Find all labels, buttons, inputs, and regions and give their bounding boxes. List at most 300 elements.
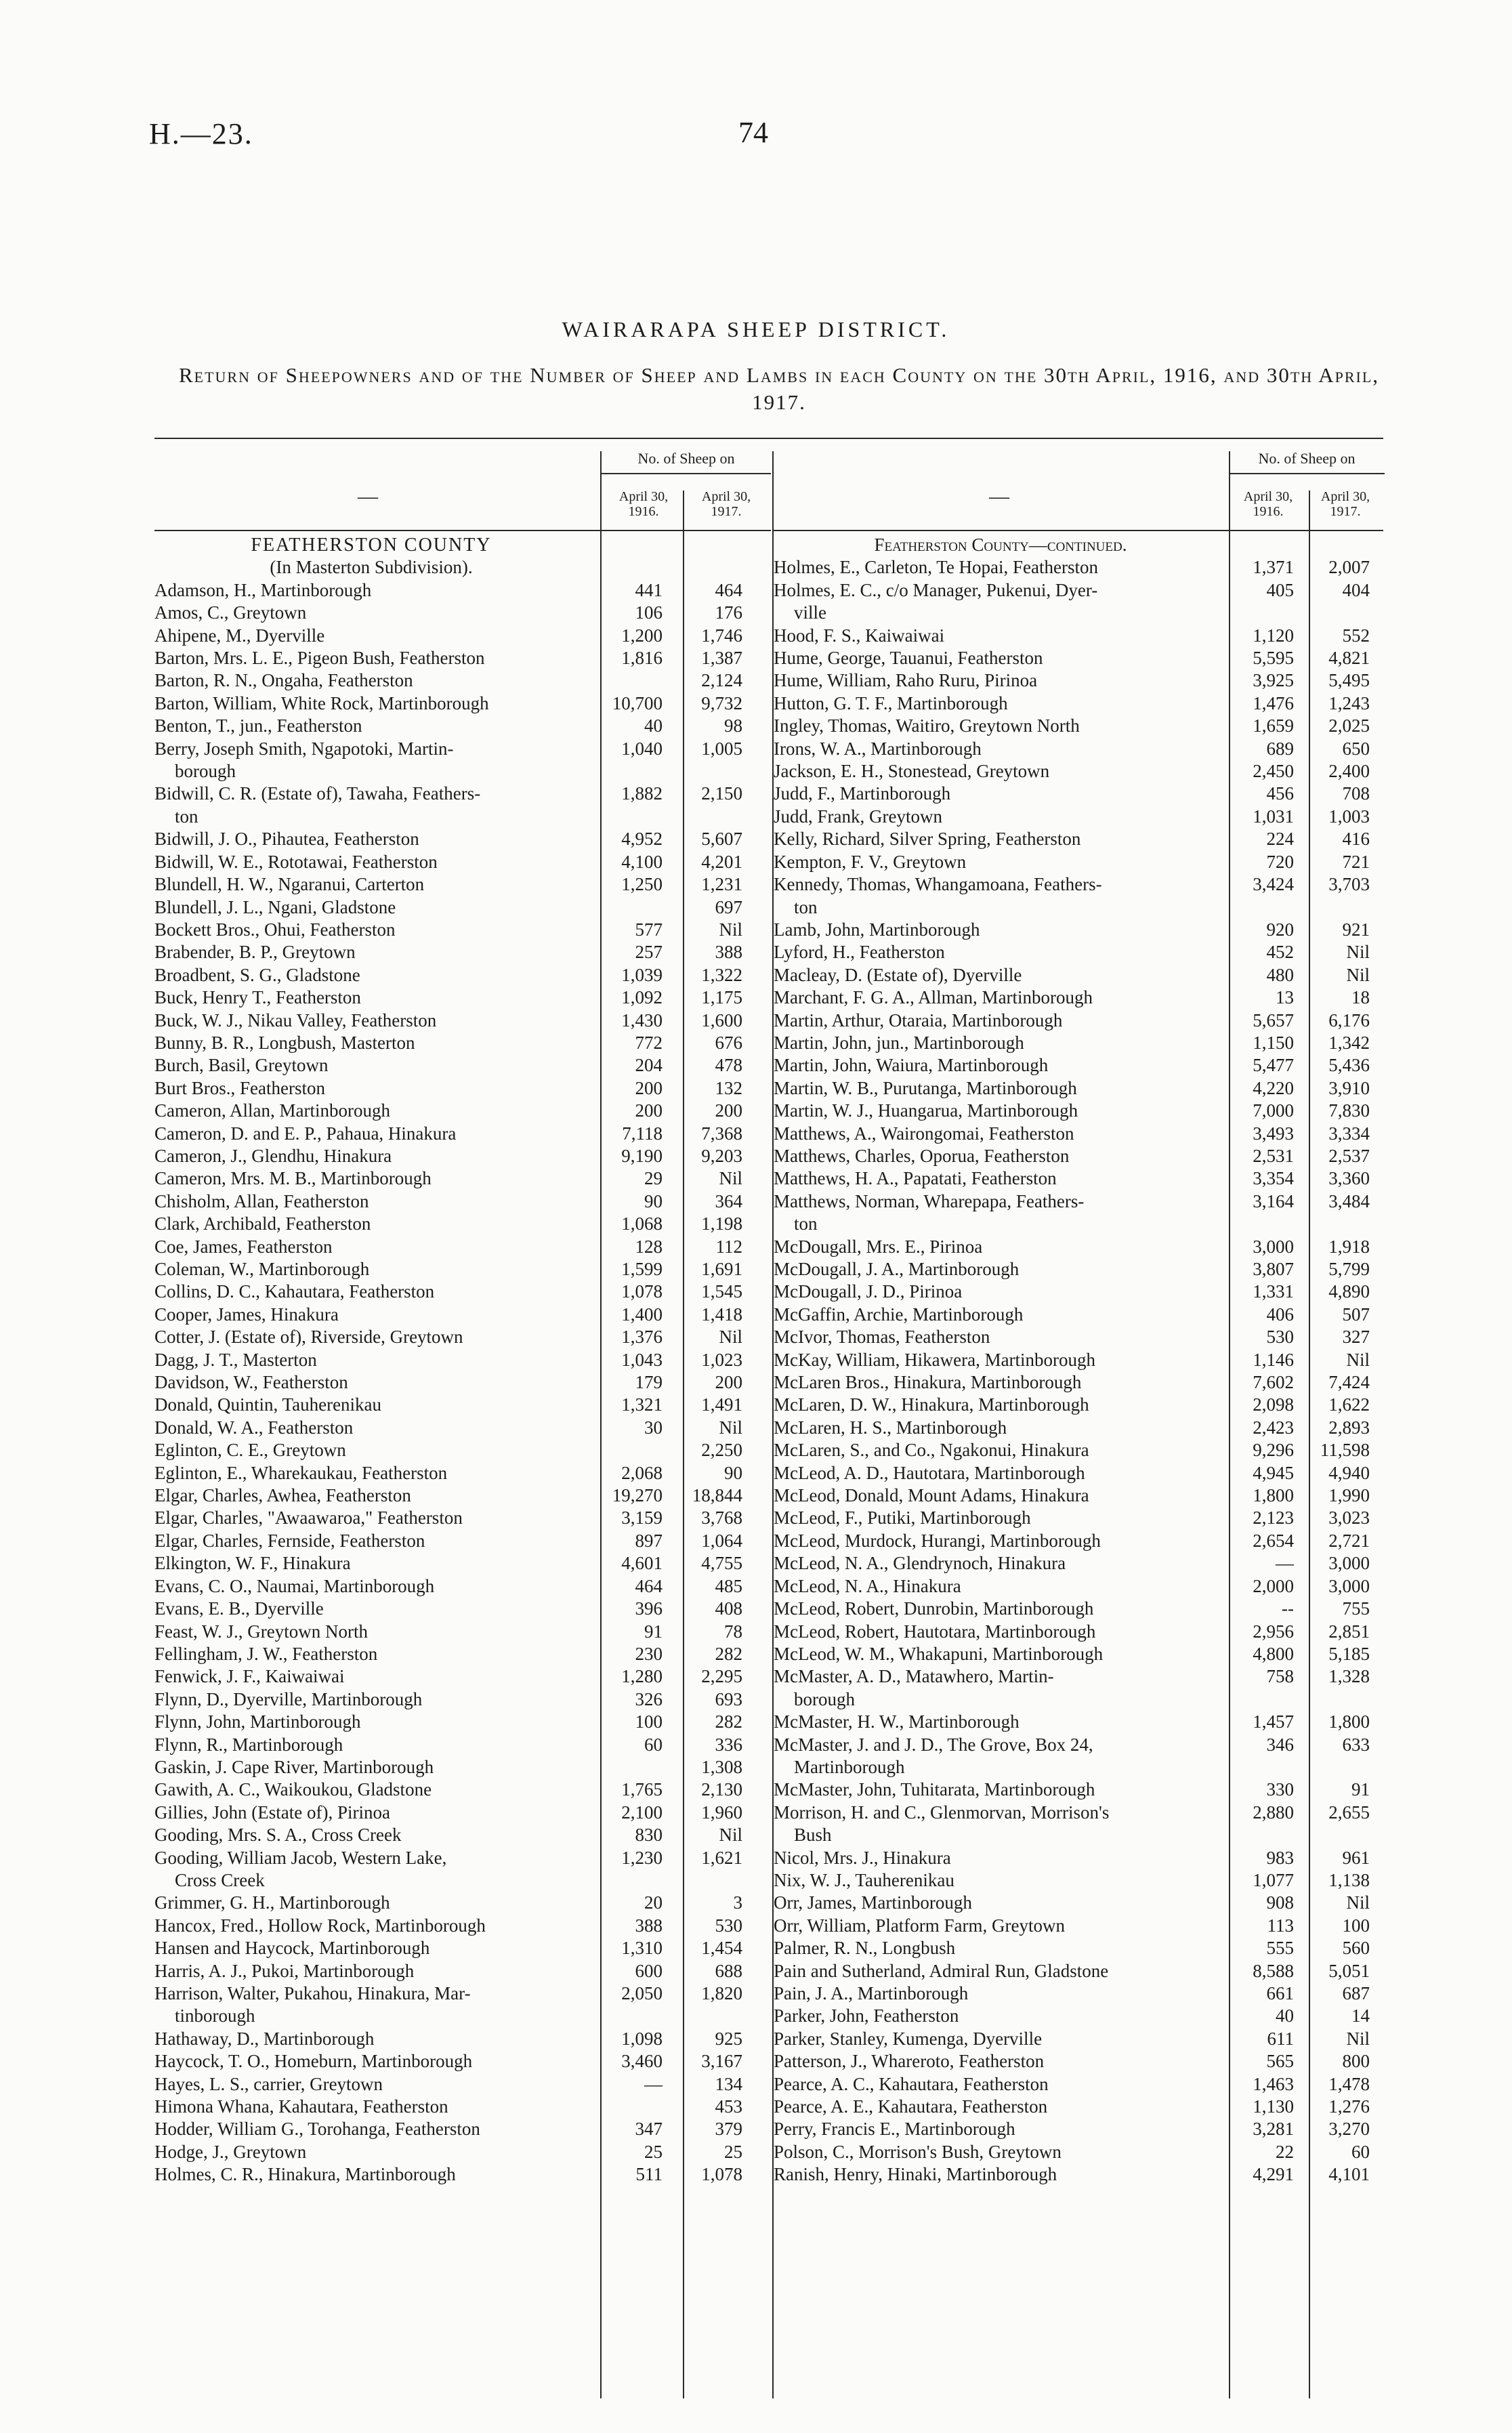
count-1917: 1,276 — [1328, 2096, 1370, 2117]
count-1916: 91 — [644, 1621, 663, 1642]
count-1917: 1,491 — [701, 1394, 742, 1415]
owner-name — [154, 1258, 595, 1281]
table-row — [154, 647, 771, 669]
owner-name-continuation: ton — [794, 1213, 818, 1234]
left-rows — [154, 579, 771, 2186]
table-row — [154, 1982, 771, 2028]
owner-name-text: McIvor, Thomas, Featherston — [774, 1327, 990, 1348]
owner-name — [154, 579, 595, 602]
owner-name-text: Burt Bros., Featherston — [154, 1077, 325, 1098]
owner-name-text: Chisholm, Allan, Featherston — [154, 1190, 369, 1211]
owner-name-text: Macleay, D. (Estate of), Dyerville — [774, 964, 1022, 985]
owner-name-text: Hayes, L. S., carrier, Greytown — [154, 2073, 383, 2094]
owner-name-text: Nix, W. J., Tauherenikau — [774, 1869, 954, 1890]
owner-name-text: Cotter, J. (Estate of), Riverside, Greytown — [154, 1327, 463, 1348]
owner-name-text: Martin, Arthur, Otaraia, Martinborough — [774, 1010, 1063, 1031]
owner-name — [774, 2028, 1229, 2050]
owner-name-text: Gawith, A. C., Waikoukou, Gladstone — [154, 1779, 432, 1800]
left-table-header — [154, 446, 771, 534]
owner-name-text: Buck, W. J., Nikau Valley, Featherston — [154, 1010, 437, 1031]
table-row — [774, 828, 1383, 850]
table-row — [774, 1915, 1383, 1937]
top-rule — [154, 438, 1383, 439]
count-1917: 1,005 — [701, 738, 742, 759]
count-1917: 453 — [715, 2096, 742, 2117]
owner-name — [774, 1937, 1229, 1959]
count-1917: 176 — [715, 602, 742, 623]
table-row — [774, 1304, 1383, 1326]
table-row — [154, 1688, 771, 1711]
count-1916: 1,400 — [621, 1304, 663, 1325]
owner-name-text: Flynn, R., Martinborough — [154, 1734, 343, 1755]
table-row — [774, 715, 1383, 737]
owner-name-text: Clark, Archibald, Featherston — [154, 1213, 371, 1234]
owner-name — [774, 1371, 1229, 1394]
owner-name-text: Martin, John, jun., Martinborough — [774, 1032, 1024, 1053]
table-row — [154, 1417, 771, 1439]
count-1917: 112 — [715, 1236, 742, 1257]
count-1917: 1,003 — [1328, 806, 1370, 827]
owner-name-text: Bockett Bros., Ohui, Featherston — [154, 919, 396, 940]
page-subtitle: Return of Sheepowners and of the Number of Sheep and Lambs in each County on the 30th April, 1916, and 30th April, 1917. — [178, 363, 1380, 414]
count-1916: 7,118 — [622, 1123, 663, 1144]
count-1917: 507 — [1342, 1304, 1370, 1325]
owner-name — [154, 1304, 595, 1326]
table-row — [154, 941, 771, 963]
owner-name — [154, 783, 595, 828]
owner-name — [154, 1077, 595, 1100]
owner-name — [774, 1802, 1229, 1847]
owner-name-text: McLaren, H. S., Martinborough — [774, 1417, 1007, 1438]
table-row — [774, 1145, 1383, 1167]
count-1917: 2,400 — [1328, 761, 1370, 782]
count-1916: 113 — [1267, 1915, 1294, 1936]
count-1917: 327 — [1342, 1327, 1370, 1348]
owner-name — [774, 1394, 1229, 1416]
owner-name — [774, 986, 1229, 1009]
name-column-header: — — [989, 485, 1009, 507]
table-row — [774, 1190, 1383, 1236]
table-row — [154, 919, 771, 941]
owner-name-text: McLeod, Donald, Mount Adams, Hinakura — [774, 1485, 1089, 1506]
owner-name — [154, 1779, 595, 1801]
count-1916: 2,050 — [621, 1983, 663, 2003]
count-1917: 3,768 — [701, 1507, 742, 1529]
owner-name — [774, 579, 1229, 625]
owner-name — [154, 1462, 595, 1484]
count-1917: 3,703 — [1328, 874, 1370, 895]
count-1917: 5,799 — [1328, 1259, 1370, 1279]
count-1916: 5,657 — [1253, 1010, 1294, 1031]
count-1916: 1,765 — [621, 1779, 663, 1800]
count-1916: 3,925 — [1253, 670, 1294, 691]
owner-name — [774, 919, 1229, 941]
owner-name — [154, 2141, 595, 2163]
table-row — [154, 715, 771, 737]
owner-name-text: Pearce, A. E., Kahautara, Featherston — [774, 2096, 1048, 2117]
owner-name-text: Hutton, G. T. F., Martinborough — [774, 692, 1008, 713]
owner-name — [774, 1507, 1229, 1529]
owner-name — [774, 1190, 1229, 1236]
count-1917: 687 — [1342, 1983, 1370, 2003]
owner-name — [154, 1960, 595, 1982]
owner-name-text: Orr, William, Platform Farm, Greytown — [774, 1915, 1066, 1936]
count-1917: 1,691 — [701, 1259, 742, 1279]
owner-name-text: Holmes, E., Carleton, Te Hopai, Featherston — [774, 557, 1099, 578]
owner-name-text: Polson, C., Morrison's Bush, Greytown — [774, 2141, 1062, 2162]
count-1917: 1,418 — [701, 1304, 742, 1325]
table-row — [774, 1530, 1383, 1552]
owner-name — [774, 1032, 1229, 1054]
count-1917: 3,484 — [1328, 1190, 1370, 1211]
owner-name — [774, 1054, 1229, 1077]
count-1917: 3 — [733, 1892, 742, 1913]
table-row — [774, 692, 1383, 715]
owner-name — [154, 1032, 595, 1054]
owner-name-text: McGaffin, Archie, Martinborough — [774, 1304, 1024, 1325]
count-1916: 1,376 — [621, 1327, 663, 1348]
owner-name-text: Barton, R. N., Ongaha, Featherston — [154, 670, 413, 691]
owner-name — [154, 1847, 595, 1892]
owner-name — [774, 1281, 1229, 1303]
count-1916: 60 — [644, 1734, 663, 1755]
count-1916: 1,800 — [1253, 1485, 1294, 1506]
count-1916: 3,807 — [1253, 1259, 1294, 1279]
count-1917: Nil — [719, 1168, 742, 1189]
owner-name-text: McLaren, S., and Co., Ngakonui, Hinakura — [774, 1440, 1089, 1461]
table-row — [154, 1326, 771, 1348]
count-1917: 3,270 — [1328, 2119, 1370, 2140]
count-1917: 18,844 — [692, 1485, 742, 1506]
count-1917: 961 — [1342, 1847, 1370, 1868]
owner-name-text: Elgar, Charles, Fernside, Featherston — [154, 1530, 425, 1551]
owner-name-text: Perry, Francis E., Martinborough — [774, 2119, 1015, 2140]
owner-name-text: Gooding, Mrs. S. A., Cross Creek — [154, 1825, 402, 1846]
owner-name-text: Cooper, James, Hinakura — [154, 1304, 339, 1325]
table-row — [774, 1054, 1383, 1077]
count-1916: 1,200 — [621, 625, 663, 646]
owner-name — [774, 647, 1229, 669]
owner-name — [154, 1756, 595, 1779]
owner-name-continuation: Martinborough — [794, 1756, 905, 1777]
count-1916: 330 — [1266, 1779, 1294, 1800]
owner-name — [154, 1145, 595, 1167]
owner-name-text: Donald, Quintin, Tauherenikau — [154, 1394, 382, 1415]
owner-name — [774, 1349, 1229, 1371]
owner-name — [774, 1123, 1229, 1145]
owner-name — [154, 625, 595, 647]
count-1917: 5,185 — [1328, 1643, 1370, 1664]
owner-name-text: Hood, F. S., Kaiwaiwai — [774, 625, 945, 646]
owner-name-text: Bidwill, J. O., Pihautea, Featherston — [154, 829, 419, 850]
count-1916: 1,371 — [1253, 557, 1294, 578]
count-1916: 90 — [644, 1190, 663, 1211]
table-row — [154, 1281, 771, 1303]
owner-name-text: Kempton, F. V., Greytown — [774, 851, 967, 872]
owner-name-text: Broadbent, S. G., Gladstone — [154, 964, 360, 985]
count-1916: 1,040 — [621, 738, 663, 759]
count-1917: 2,130 — [701, 1779, 742, 1800]
right-table-header — [774, 446, 1383, 534]
count-1916: 2,423 — [1253, 1417, 1294, 1438]
owner-name — [774, 556, 1229, 579]
section-title: FEATHERSTON COUNTY — [251, 535, 492, 556]
owner-name — [154, 738, 595, 783]
table-row — [774, 1394, 1383, 1416]
table-row — [774, 919, 1383, 941]
table-row — [154, 1236, 771, 1258]
count-1916: 1,120 — [1253, 625, 1294, 646]
count-1917: 4,201 — [701, 851, 742, 872]
owner-name — [774, 1892, 1229, 1914]
owner-name-text: McMaster, A. D., Matawhero, Martin- — [774, 1666, 1054, 1687]
owner-name-text: Barton, Mrs. L. E., Pigeon Bush, Featherston — [154, 648, 485, 669]
owner-name-text: Hathaway, D., Martinborough — [154, 2028, 375, 2049]
owner-name-text: Elgar, Charles, Awhea, Featherston — [154, 1485, 411, 1506]
owner-name — [774, 1236, 1229, 1258]
page-number: 74 — [738, 116, 768, 149]
sheep-count-group-header: No. of Sheep on — [1258, 450, 1356, 467]
count-1916: 7,602 — [1253, 1372, 1294, 1393]
count-1917: 14 — [1351, 2005, 1370, 2026]
owner-name — [774, 1869, 1229, 1892]
count-1917: 5,607 — [701, 829, 742, 850]
owner-name — [154, 2050, 595, 2073]
count-1917: 485 — [715, 1575, 742, 1596]
table-row — [774, 1281, 1383, 1303]
table-row — [774, 760, 1383, 783]
owner-name — [774, 1530, 1229, 1552]
owner-name — [154, 1167, 595, 1190]
owner-name — [154, 1688, 595, 1711]
owner-name-text: McLaren, D. W., Hinakura, Martinborough — [774, 1394, 1089, 1415]
count-1916: 9,190 — [621, 1145, 663, 1166]
owner-name-text: Hume, George, Tauanui, Featherston — [774, 648, 1043, 669]
count-1917: 1,820 — [701, 1983, 742, 2003]
owner-name — [774, 941, 1229, 963]
table-row — [774, 669, 1383, 692]
table-row — [154, 1598, 771, 1620]
count-1916: 257 — [635, 942, 663, 963]
table-row — [774, 1982, 1383, 2005]
count-1916: 758 — [1266, 1666, 1294, 1687]
owner-name-text: Coleman, W., Martinborough — [154, 1259, 370, 1279]
count-1917: 800 — [1342, 2051, 1370, 2072]
owner-name — [154, 1236, 595, 1258]
count-1916: 983 — [1266, 1847, 1294, 1868]
owner-name-text: Pain and Sutherland, Admiral Run, Gladstone — [774, 1960, 1109, 1981]
count-1917: 4,821 — [1328, 648, 1370, 669]
count-1916: 1,150 — [1253, 1032, 1294, 1053]
owner-name-text: Davidson, W., Featherston — [154, 1372, 348, 1393]
right-col-rule-1 — [1229, 451, 1230, 2398]
count-1917: 2,007 — [1328, 557, 1370, 578]
owner-name — [774, 1982, 1229, 2005]
owner-name — [154, 1575, 595, 1598]
count-1917: 60 — [1351, 2141, 1370, 2162]
owner-name-text: McLeod, Robert, Dunrobin, Martinborough — [774, 1598, 1094, 1619]
owner-name-text: Patterson, J., Whareroto, Featherston — [774, 2051, 1045, 2072]
count-1917: 2,025 — [1328, 715, 1370, 736]
table-row — [774, 1507, 1383, 1529]
name-column-header: — — [358, 485, 378, 507]
owner-name-text: Martin, John, Waiura, Martinborough — [774, 1055, 1049, 1076]
count-1917: 560 — [1342, 1938, 1370, 1959]
table-row — [774, 1892, 1383, 1914]
owner-name — [154, 919, 595, 941]
owner-name-text: McDougall, J. D., Pirinoa — [774, 1281, 963, 1302]
owner-name — [774, 625, 1229, 647]
count-1916: 1,078 — [621, 1281, 663, 1302]
owner-name-text: Ahipene, M., Dyerville — [154, 625, 325, 646]
owner-name — [154, 1892, 595, 1914]
table-row — [774, 1575, 1383, 1598]
count-1917: 336 — [715, 1734, 742, 1755]
table-row — [774, 941, 1383, 963]
count-1917: Nil — [719, 1825, 742, 1846]
owner-name-text: Coe, James, Featherston — [154, 1236, 333, 1257]
table-row — [154, 1484, 771, 1507]
owner-name — [774, 1326, 1229, 1348]
count-1916: 22 — [1276, 2141, 1294, 2162]
table-row — [774, 1100, 1383, 1122]
count-1916: 4,601 — [621, 1553, 663, 1574]
owner-name-text: Donald, W. A., Featherston — [154, 1417, 354, 1438]
count-1916: 1,882 — [621, 783, 663, 804]
count-1917: 1,622 — [1328, 1394, 1370, 1415]
count-1916: 5,477 — [1253, 1055, 1294, 1076]
count-1917: 464 — [715, 579, 742, 600]
owner-name — [154, 1349, 595, 1371]
count-1917: 404 — [1342, 579, 1370, 600]
count-1917: 1,960 — [701, 1802, 742, 1823]
count-1917: 552 — [1342, 625, 1370, 646]
owner-name — [774, 1847, 1229, 1869]
owner-name — [774, 1552, 1229, 1575]
owner-name — [774, 2163, 1229, 2186]
count-1916: 2,880 — [1253, 1802, 1294, 1823]
count-1917: 25 — [724, 2141, 742, 2162]
count-1916: 5,595 — [1253, 648, 1294, 669]
owner-name-text: McLeod, Robert, Hautotara, Martinborough — [774, 1621, 1096, 1642]
count-1916: 10,700 — [612, 692, 663, 713]
table-row — [154, 1349, 771, 1371]
table-row — [154, 783, 771, 828]
count-1916: 565 — [1266, 2051, 1294, 2072]
count-1917: 18 — [1351, 987, 1370, 1008]
table-row — [774, 625, 1383, 647]
count-1917: Nil — [1346, 1892, 1370, 1913]
owner-name — [154, 1484, 595, 1507]
owner-name-text: McDougall, Mrs. E., Pirinoa — [774, 1236, 983, 1257]
table-row — [774, 1371, 1383, 1394]
table-row — [774, 1847, 1383, 1869]
owner-name-text: Cameron, Mrs. M. B., Martinborough — [154, 1168, 432, 1189]
count-1917: 4,940 — [1328, 1462, 1370, 1483]
count-1916: 200 — [635, 1100, 663, 1121]
owner-name-text: Collins, D. C., Kahautara, Featherston — [154, 1281, 435, 1302]
owner-name — [774, 760, 1229, 783]
count-1917: 1,478 — [1328, 2073, 1370, 2094]
owner-name — [774, 1575, 1229, 1598]
owner-name — [154, 1054, 595, 1077]
owner-name — [774, 2118, 1229, 2140]
owner-name — [154, 964, 595, 986]
page-title: WAIRARAPA SHEEP DISTRICT. — [562, 317, 950, 341]
table-row — [154, 738, 771, 783]
owner-name-continuation: tinborough — [175, 2005, 255, 2026]
count-1916: 2,068 — [621, 1462, 663, 1483]
table-row — [774, 1349, 1383, 1371]
owner-name — [154, 1100, 595, 1122]
count-1916: 3,354 — [1253, 1168, 1294, 1189]
count-1917: 4,890 — [1328, 1281, 1370, 1302]
owner-name — [154, 1711, 595, 1733]
count-1916: 179 — [635, 1372, 663, 1393]
table-row — [154, 828, 771, 850]
owner-name-text: Bunny, B. R., Longbush, Masterton — [154, 1032, 415, 1053]
owner-name-continuation: borough — [175, 761, 236, 782]
table-row — [774, 1598, 1383, 1620]
count-1916: 577 — [635, 919, 663, 940]
owner-name — [774, 1462, 1229, 1484]
header-bottom-rule — [774, 530, 1383, 531]
table-row — [154, 2118, 771, 2140]
count-1916: 1,816 — [621, 648, 663, 669]
table-row — [154, 1507, 771, 1529]
count-1917: 98 — [724, 715, 742, 736]
count-1917: 1,800 — [1328, 1711, 1370, 1732]
table-row — [154, 1394, 771, 1416]
count-1917: 7,368 — [701, 1123, 742, 1144]
owner-name-text: Harrison, Walter, Pukahou, Hinakura, Mar- — [154, 1983, 471, 2003]
count-1917: 688 — [715, 1960, 742, 1981]
count-1917: 721 — [1342, 851, 1370, 872]
count-1917: 676 — [715, 1032, 742, 1053]
owner-name-text: Hodge, J., Greytown — [154, 2141, 307, 2162]
count-1916: 555 — [1266, 1938, 1294, 1959]
count-1916: 1,280 — [621, 1666, 663, 1687]
owner-name — [154, 1190, 595, 1213]
count-1916: 29 — [644, 1168, 663, 1189]
count-1916: 3,424 — [1253, 874, 1294, 895]
owner-name-text: Ingley, Thomas, Waitiro, Greytown North — [774, 715, 1080, 736]
owner-name — [154, 1552, 595, 1575]
table-row — [774, 1462, 1383, 1484]
table-row — [774, 1258, 1383, 1281]
count-1917: 3,334 — [1328, 1123, 1370, 1144]
count-1917: 1,175 — [701, 987, 742, 1008]
count-1916: 388 — [635, 1915, 663, 1936]
count-1917: 408 — [715, 1598, 742, 1619]
table-row — [774, 873, 1383, 919]
count-1916: 511 — [635, 2164, 663, 2185]
owner-name-text: Fenwick, J. F., Kaiwaiwai — [154, 1666, 345, 1687]
owner-name-text: Harris, A. J., Pukoi, Martinborough — [154, 1960, 415, 1981]
sheep-count-group-header: No. of Sheep on — [637, 450, 735, 467]
count-1917: Nil — [719, 1417, 742, 1438]
owner-name-text: McKay, William, Hikawera, Martinborough — [774, 1349, 1096, 1370]
owner-name-text: Gaskin, J. Cape River, Martinborough — [154, 1756, 434, 1777]
count-1916: 346 — [1266, 1734, 1294, 1755]
owner-name — [154, 2118, 595, 2140]
table-row — [154, 1304, 771, 1326]
table-row — [774, 2005, 1383, 2027]
count-1917: 282 — [715, 1643, 742, 1664]
count-1916: 1,457 — [1253, 1711, 1294, 1732]
count-1916: 1,068 — [621, 1213, 663, 1234]
owner-name — [154, 1734, 595, 1756]
